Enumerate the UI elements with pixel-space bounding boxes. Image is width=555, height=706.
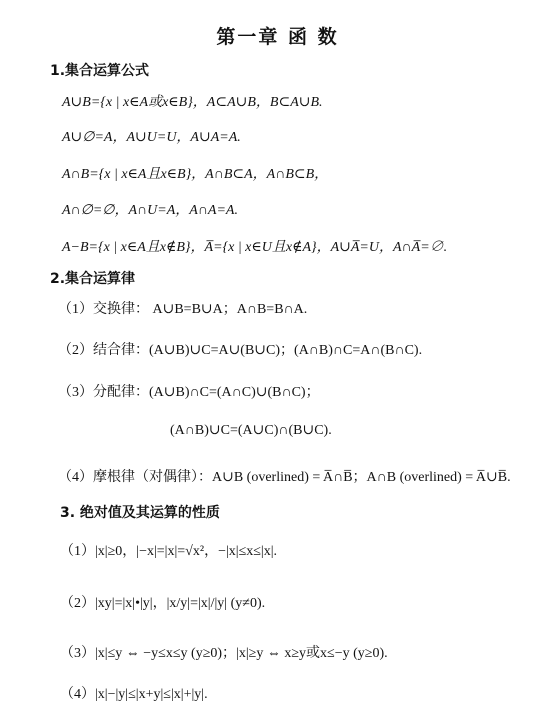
section-heading-2: 2.集合运算律 xyxy=(50,271,136,287)
property-line: （2）|xy|=|x|•|y|，|x/y|=|x|/|y| (y≠0). xyxy=(60,596,266,611)
law-line: （4）摩根律（对偶律）：A∪B (overlined) = A̅∩B̅；A∩B (overlined) = A̅∪B̅. xyxy=(58,470,511,485)
section-heading-1: 1.集合运算公式 xyxy=(50,63,150,79)
section-heading-3: 3. 绝对值及其运算的性质 xyxy=(60,505,220,521)
law-line: (A∩B)∪C=(A∪C)∩(B∪C). xyxy=(170,423,332,438)
chapter-title: 第一章 函 数 xyxy=(216,26,339,48)
formula-line: A∪∅=A，A∪U=U，A∪A=A. xyxy=(62,130,241,145)
formula-line: A∪B={x | x∈A或x∈B}，A⊂A∪B，B⊂A∪B. xyxy=(62,95,323,110)
law-line: （1）交换律： A∪B=B∪A；A∩B=B∩A. xyxy=(58,302,308,317)
property-line: （3）|x|≤y ⇔ −y≤x≤y (y≥0)；|x|≥y ⇔ x≥y或x≤−y (y≥0). xyxy=(60,646,388,661)
property-line: （4）|x|−|y|≤|x+y|≤|x|+|y|. xyxy=(60,687,208,702)
formula-line: A−B={x | x∈A且x∉B}，A̅={x | x∈U且x∉A}，A∪A̅=U，A∩A̅=∅. xyxy=(62,240,448,255)
property-line: （1）|x|≥0，|−x|=|x|=√x²，−|x|≤x≤|x|. xyxy=(60,544,278,559)
law-line: （3）分配律：(A∪B)∩C=(A∩C)∪(B∩C)； xyxy=(58,385,320,400)
law-line: （2）结合律：(A∪B)∪C=A∪(B∪C)；(A∩B)∩C=A∩(B∩C). xyxy=(58,343,423,358)
formula-line: A∩B={x | x∈A且x∈B}，A∩B⊂A，A∩B⊂B， xyxy=(62,167,329,182)
formula-line: A∩∅=∅，A∩U=A，A∩A=A. xyxy=(62,203,238,218)
